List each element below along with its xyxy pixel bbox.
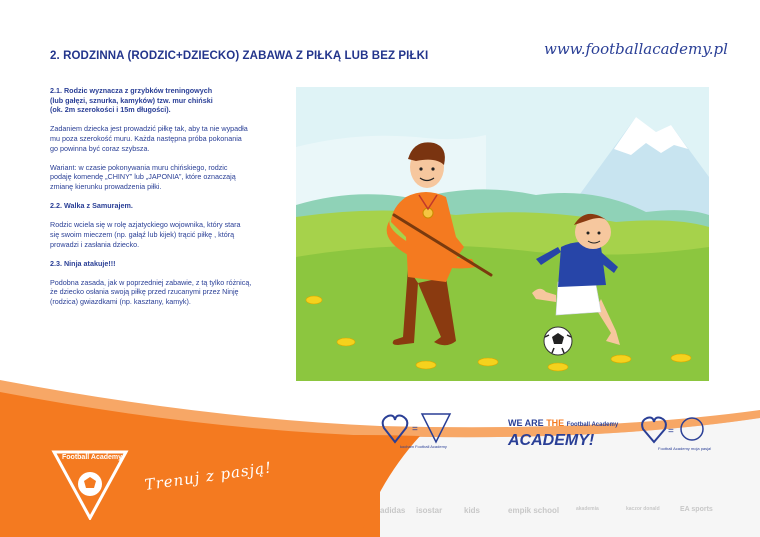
sponsor-isostar: isostar	[416, 506, 443, 515]
sponsors-row	[380, 506, 713, 526]
section-2-1-variant: Wariant: w czasie pokonywania muru chińskiego, rodzic podaję komendę „CHINY” lub „JAPONIA”, które oznaczają zmianę kierunku prowadzenia piłki.	[50, 162, 236, 191]
section-2-3-paragraph: Podobna zasada, jak w poprzedniej zabawie, z tą tylko różnicą, że dziecko osłania swoją piłkę przed rzucanymi przez Ninję (rodzica) gwiazdkami (np. kasztany, kamyk).	[50, 277, 252, 307]
badge-title: Football Academy	[62, 454, 123, 461]
sponsor-kids: kids	[464, 506, 481, 515]
section-2-3-heading: 2.3. Ninja atakuje!!!	[50, 258, 116, 268]
section-2-2-paragraph: Rodzic wciela się w rolę azjatyckiego wojownika, który stara się swoim mieczem (np. gałąź lub kijek) trącić piłkę , którą prowadzi i zasłania dziecko.	[50, 220, 241, 249]
slogan: Trenuj z pasją!	[143, 458, 274, 494]
sponsor-ea: EA sports	[680, 506, 713, 513]
section-2-1-heading: 2.1. Rodzic wyznacza z grzybków treningowych (lub gałęzi, sznurka, kamyków) tzw. mur chiński (ok. 2m szerokości i 15m długości).	[50, 86, 213, 115]
svg-text:=: =	[412, 424, 418, 435]
logo1-caption: kocham Football Academy	[400, 444, 447, 449]
page-title: 2. RODZINNA (RODZIC+DZIECKO) ZABAWA Z PIŁKĄ LUB BEZ PIŁKI	[50, 50, 429, 62]
we-are-label: WE ARE THE Football Academy	[508, 418, 619, 428]
football	[544, 327, 572, 355]
logo3-caption: Football Academy moja pasja!	[658, 446, 712, 451]
svg-text:=: =	[668, 426, 674, 437]
section-2-2-heading: 2.2. Walka z Samurajem.	[50, 201, 133, 211]
instructions-text	[50, 86, 278, 316]
sponsor-adidas: adidas	[380, 506, 406, 515]
sponsor-empik: empik school	[508, 506, 560, 515]
sponsor-akademia: akademia	[576, 506, 599, 512]
heart-ball-logo	[640, 414, 710, 446]
section-2-1-paragraph: Zadaniem dziecka jest prowadzić piłkę tak, aby ta nie wypadła mu poza szerokość muru. Każda następna próba pokonania go powinna być coraz szybsza.	[50, 124, 248, 153]
website-url[interactable]: www.footballacademy.pl	[544, 40, 728, 58]
academy-wordmark: ACADEMY!	[508, 432, 595, 449]
sponsor-kaczor: kaczor donald	[626, 506, 660, 512]
illustration-parent-child-football	[296, 87, 709, 381]
